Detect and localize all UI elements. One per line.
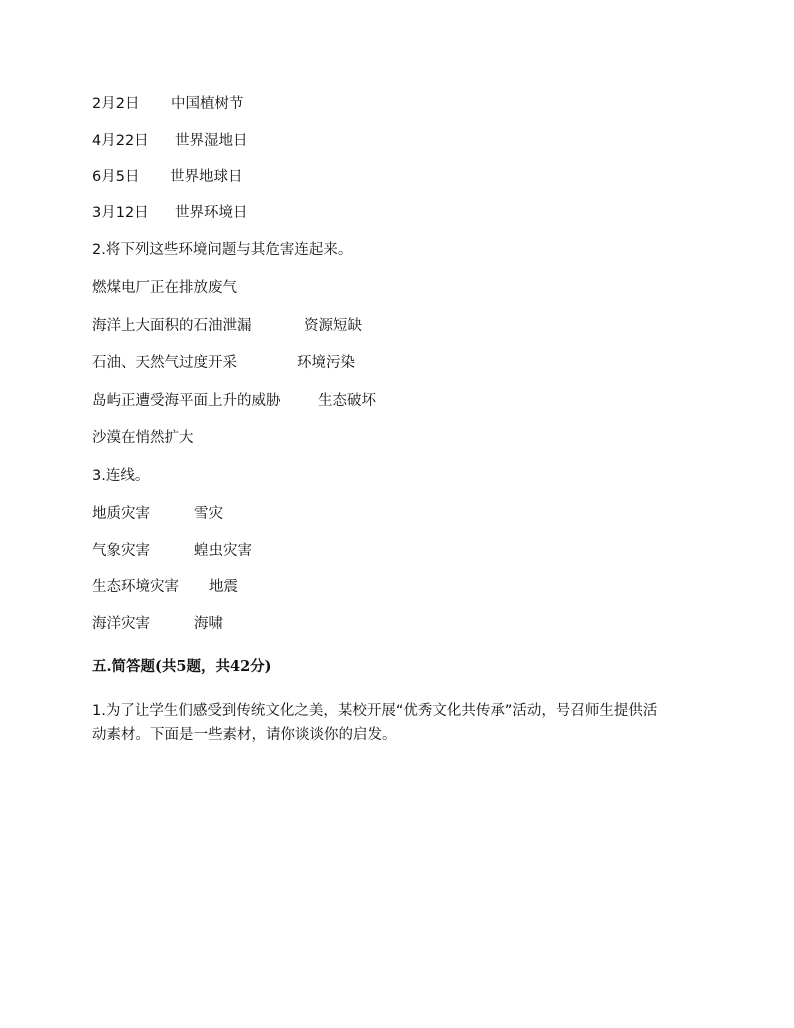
- match-row: [92, 316, 362, 336]
- paragraph-line: 动素材。下面是一些素材，请你谈谈你的启发。: [92, 727, 397, 743]
- event-label: 世界地球日: [170, 169, 243, 185]
- event-label: 世界湿地日: [175, 133, 248, 149]
- disaster-label: 蝗虫灾害: [194, 543, 252, 559]
- question-prompt: 2.将下列这些环境问题与其危害连起来。: [92, 242, 353, 258]
- problem-label: 岛屿正遭受海平面上升的威胁: [92, 393, 281, 409]
- match-row: [92, 391, 376, 411]
- disaster-label: 海啸: [194, 616, 223, 632]
- harm-label: 资源短缺: [304, 318, 362, 334]
- date-row: [92, 167, 243, 187]
- date-label: 2月2日: [92, 96, 140, 112]
- disaster-label: 雪灾: [194, 506, 223, 522]
- match-row: [92, 428, 194, 448]
- date-row: [92, 131, 248, 151]
- paragraph-line: 1.为了让学生们感受到传统文化之美，某校开展“优秀文化共传承”活动，号召师生提供活: [92, 703, 658, 719]
- date-label: 3月12日: [92, 205, 149, 221]
- date-label: 4月22日: [92, 133, 149, 149]
- harm-label: 生态破坏: [318, 393, 376, 409]
- disaster-type-label: 生态环境灾害: [92, 579, 179, 595]
- disaster-type-label: 地质灾害: [92, 506, 150, 522]
- match-row: [92, 353, 355, 373]
- match-row: [92, 577, 238, 597]
- disaster-label: 地震: [209, 579, 238, 595]
- harm-label: 环境污染: [297, 355, 355, 371]
- problem-label: 燃煤电厂正在排放废气: [92, 280, 237, 296]
- date-label: 6月5日: [92, 169, 140, 185]
- match-row: [92, 278, 237, 298]
- problem-label: 海洋上大面积的石油泄漏: [92, 318, 252, 334]
- problem-label: 石油、天然气过度开采: [92, 355, 237, 371]
- match-row: [92, 504, 223, 524]
- question-paragraph: [92, 699, 710, 747]
- question-prompt: 3.连线。: [92, 468, 150, 484]
- date-row: [92, 203, 248, 223]
- event-label: 中国植树节: [171, 96, 244, 112]
- match-row: [92, 614, 223, 634]
- date-row: [92, 94, 244, 114]
- problem-label: 沙漠在悄然扩大: [92, 430, 194, 446]
- event-label: 世界环境日: [175, 205, 248, 221]
- disaster-type-label: 气象灾害: [92, 543, 150, 559]
- disaster-type-label: 海洋灾害: [92, 616, 150, 632]
- section-heading: 五.简答题(共5题，共42分): [92, 658, 272, 675]
- match-row: [92, 541, 252, 561]
